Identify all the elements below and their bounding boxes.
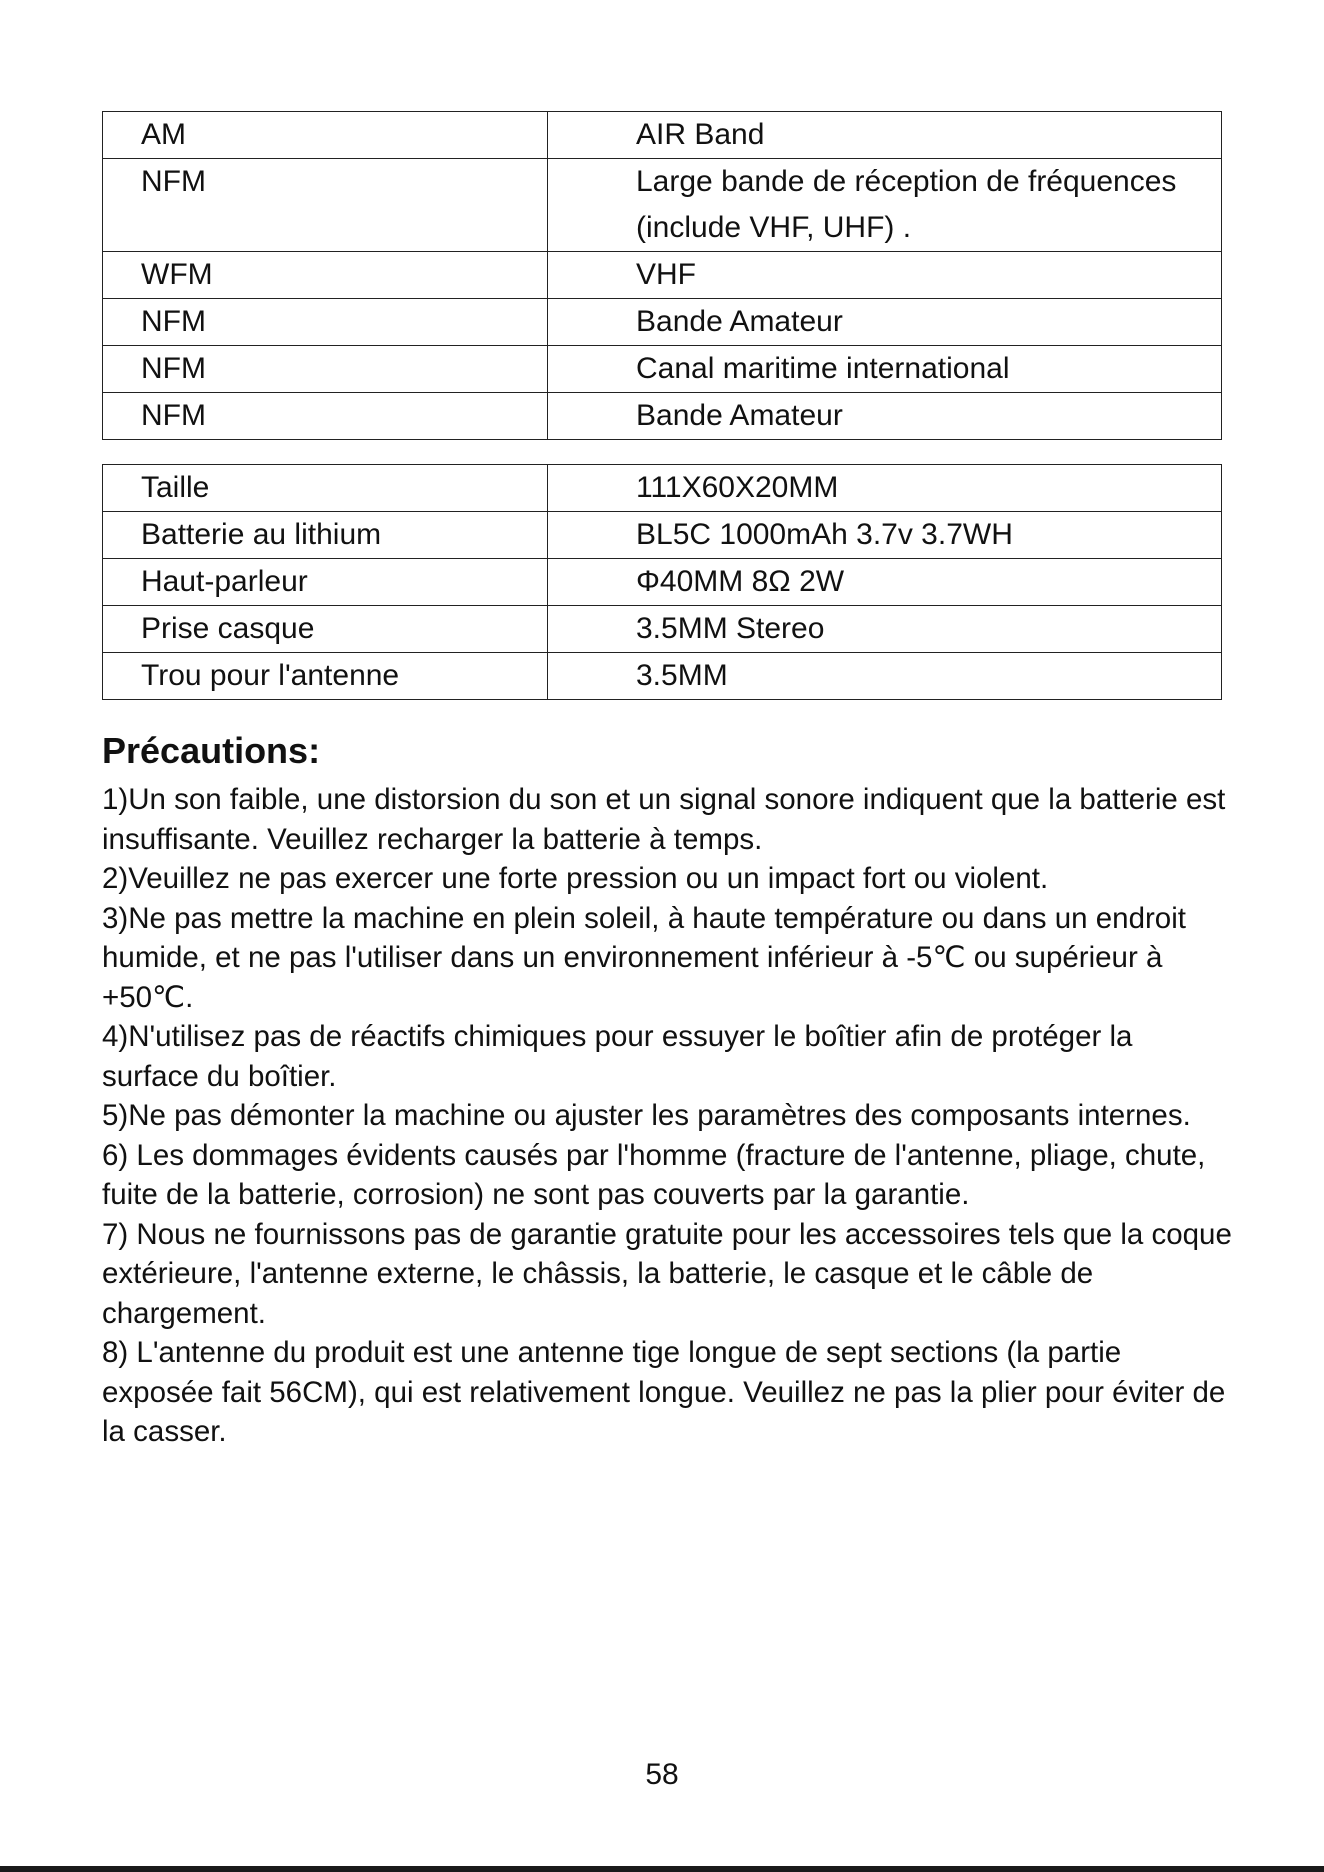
- spec-value: 3.5MM Stereo: [548, 606, 1222, 653]
- mode-cell: NFM: [103, 159, 548, 252]
- mode-cell: WFM: [103, 252, 548, 299]
- precautions-title: Précautions:: [102, 730, 321, 771]
- precaution-item: 8) L'antenne du produit est une antenne tige longue de sept sections (la partie exposée fait 56CM), qui est relativement longue. Veuillez ne pas la plier pour éviter de la casser.: [102, 1336, 1226, 1448]
- table-row: [103, 606, 1222, 653]
- precaution-item: 6) Les dommages évidents causés par l'homme (fracture de l'antenne, pliage, chute, fuite de la batterie, corrosion) ne sont pas couverts par la garantie.: [102, 1138, 1206, 1211]
- precautions-section: [102, 728, 1232, 1452]
- band-cell: VHF: [548, 252, 1222, 299]
- specs-table: [102, 464, 1222, 700]
- spec-value: BL5C 1000mAh 3.7v 3.7WH: [548, 512, 1222, 559]
- mode-cell: NFM: [103, 393, 548, 440]
- precaution-item: 5)Ne pas démonter la machine ou ajuster les paramètres des composants internes.: [102, 1099, 1191, 1132]
- modes-table: [102, 111, 1222, 440]
- spec-label: Taille: [103, 465, 548, 512]
- table-row: [103, 512, 1222, 559]
- spec-value: 3.5MM: [548, 653, 1222, 700]
- precaution-item: 3)Ne pas mettre la machine en plein soleil, à haute température ou dans un endroit humide, et ne pas l'utiliser dans un environnement inférieur à -5℃ ou supérieur à +50℃.: [102, 901, 1186, 1014]
- spec-value: Φ40MM 8Ω 2W: [548, 559, 1222, 606]
- band-cell: Bande Amateur: [548, 299, 1222, 346]
- spec-label: Prise casque: [103, 606, 548, 653]
- band-cell: Large bande de réception de fréquences (include VHF, UHF) .: [548, 159, 1222, 252]
- table-row: [103, 346, 1222, 393]
- precaution-item: 4)N'utilisez pas de réactifs chimiques pour essuyer le boîtier afin de protéger la surface du boîtier.: [102, 1020, 1133, 1093]
- band-cell: Canal maritime international: [548, 346, 1222, 393]
- spec-value: 111X60X20MM: [548, 465, 1222, 512]
- mode-cell: NFM: [103, 346, 548, 393]
- mode-cell: AM: [103, 112, 548, 159]
- table-row: [103, 252, 1222, 299]
- precaution-item: 2)Veuillez ne pas exercer une forte pression ou un impact fort ou violent.: [102, 862, 1049, 895]
- table-row: [103, 559, 1222, 606]
- precaution-item: 1)Un son faible, une distorsion du son et un signal sonore indiquent que la batterie est insuffisante. Veuillez recharger la batterie à temps.: [102, 783, 1226, 856]
- table-row: [103, 393, 1222, 440]
- page-number: 58: [645, 1758, 679, 1791]
- band-cell: Bande Amateur: [548, 393, 1222, 440]
- mode-cell: NFM: [103, 299, 548, 346]
- spec-label: Haut-parleur: [103, 559, 548, 606]
- table-row: [103, 159, 1222, 252]
- table-row: [103, 299, 1222, 346]
- band-cell: AIR Band: [548, 112, 1222, 159]
- bottom-divider: [0, 1866, 1324, 1872]
- spec-label: Trou pour l'antenne: [103, 653, 548, 700]
- spec-label: Batterie au lithium: [103, 512, 548, 559]
- precaution-item: 7) Nous ne fournissons pas de garantie gratuite pour les accessoires tels que la coque extérieure, l'antenne externe, le châssis, la batterie, le casque et le câble de chargement.: [102, 1217, 1232, 1330]
- table-row: [103, 112, 1222, 159]
- table-row: [103, 465, 1222, 512]
- table-row: [103, 653, 1222, 700]
